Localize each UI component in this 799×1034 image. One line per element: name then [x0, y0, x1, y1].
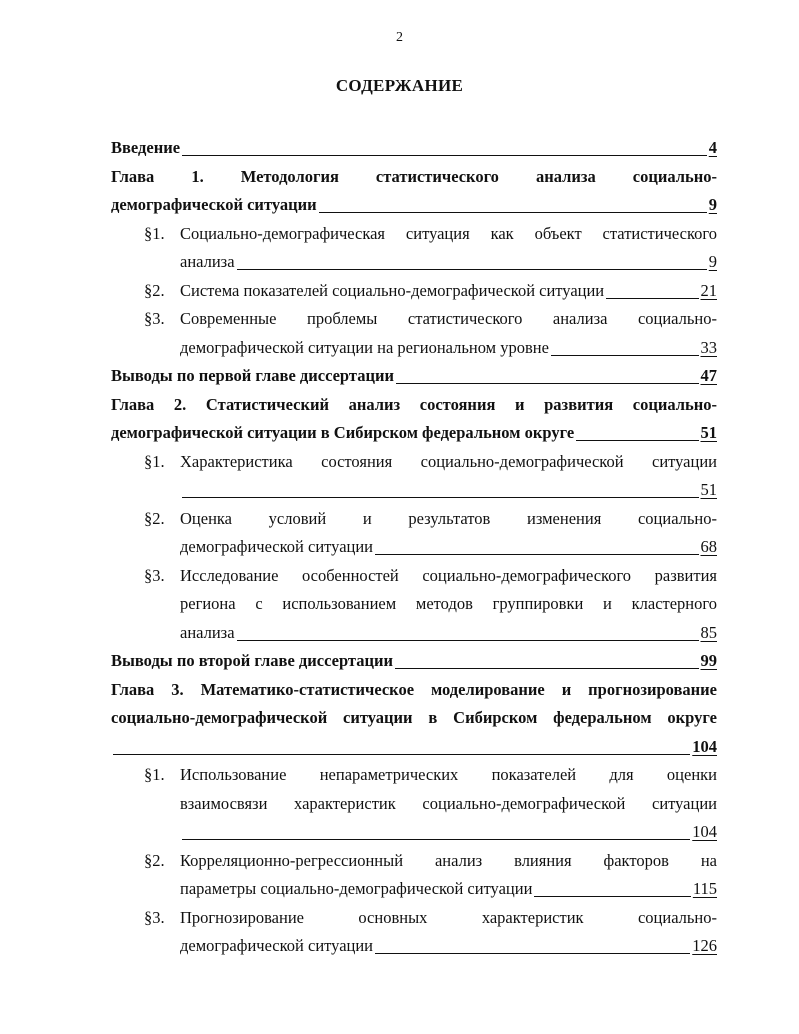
page-ref[interactable]: 99: [700, 651, 717, 670]
entry-title-line: Социально-демографическая ситуация как объект статистического: [180, 223, 717, 243]
page-ref[interactable]: 9: [708, 252, 717, 271]
toc-entry[interactable]: [111, 134, 717, 163]
dot-leader: [237, 640, 699, 641]
entry-title-line: социально-демографической ситуации в Сибирском федеральном округе: [111, 708, 717, 727]
entry-title-end: анализа: [180, 252, 235, 271]
entry-title-end: Система показателей социально-демографической ситуации: [180, 280, 605, 300]
dot-leader: [375, 953, 690, 954]
entry-title-end: Выводы по второй главе диссертации: [111, 651, 393, 670]
entry-title-line: Исследование особенностей социально-демографического развития: [180, 565, 717, 585]
toc-entry[interactable]: [111, 448, 717, 505]
toc-entry[interactable]: [111, 904, 717, 961]
toc-entry[interactable]: [111, 362, 717, 391]
entry-title-line: Глава 1. Методология статистического анализа социально-: [111, 166, 717, 186]
table-of-contents: [111, 134, 717, 961]
entry-title-line: региона с использованием методов группировки и кластерного: [180, 594, 717, 613]
page-number: 2: [396, 30, 403, 45]
page-ref[interactable]: 68: [700, 537, 717, 556]
section-number: §1.: [144, 765, 165, 784]
page-ref[interactable]: 104: [692, 736, 717, 756]
toc-entry[interactable]: [111, 305, 717, 362]
entry-title-line: взаимосвязи характеристик социально-демографической ситуации: [180, 793, 717, 813]
entry-leader-line: [180, 932, 717, 961]
entry-title-line: Использование непараметрических показателей для оценки: [180, 765, 717, 784]
entry-leader-line: [180, 875, 717, 904]
dot-leader: [237, 269, 707, 270]
entry-leader-line: [180, 248, 717, 277]
page-ref[interactable]: 85: [700, 622, 717, 642]
toc-entry[interactable]: [111, 163, 717, 220]
page-ref[interactable]: 104: [692, 822, 717, 841]
toc-entry[interactable]: [111, 562, 717, 648]
section-number: §3.: [144, 907, 165, 927]
entry-leader-line: [111, 362, 717, 391]
toc-entry[interactable]: [111, 847, 717, 904]
dot-leader: [576, 440, 698, 441]
toc-entry[interactable]: [111, 220, 717, 277]
page-ref[interactable]: 9: [708, 195, 717, 214]
entry-title-end: демографической ситуации на региональном уровне: [180, 337, 549, 357]
page-ref[interactable]: 51: [700, 423, 717, 442]
section-number: §2.: [144, 508, 165, 528]
section-number: §2.: [144, 280, 165, 300]
entry-leader-line: [111, 419, 717, 448]
page-ref[interactable]: 47: [700, 366, 717, 385]
page-ref[interactable]: 115: [692, 879, 717, 898]
page-ref[interactable]: 21: [700, 280, 717, 300]
entry-leader-line: [111, 733, 717, 762]
entry-leader-line: [180, 476, 717, 505]
entry-leader-line: [111, 134, 717, 163]
toc-entry[interactable]: [111, 647, 717, 676]
section-number: §1.: [144, 451, 165, 471]
entry-leader-line: [111, 191, 717, 220]
toc-entry[interactable]: [111, 505, 717, 562]
section-number: §2.: [144, 850, 165, 870]
entry-title-end: демографической ситуации в Сибирском федеральном округе: [111, 423, 575, 442]
section-number: §3.: [144, 565, 165, 585]
entry-title-line: Глава 3. Математико-статистическое моделирование и прогнозирование: [111, 679, 717, 699]
toc-entry[interactable]: [111, 676, 717, 762]
dot-leader: [375, 554, 698, 555]
toc-entry[interactable]: [111, 761, 717, 847]
dot-leader: [319, 212, 707, 213]
entry-title-line: Глава 2. Статистический анализ состояния и развития социально-: [111, 394, 717, 414]
entry-title-line: Прогнозирование основных характеристик социально-: [180, 907, 717, 927]
entry-leader-line: [111, 647, 717, 676]
entry-title-end: демографической ситуации: [111, 195, 317, 214]
dot-leader: [182, 839, 690, 840]
toc-title: СОДЕРЖАНИЕ: [335, 76, 464, 95]
section-number: §3.: [144, 309, 165, 328]
entry-leader-line: [180, 334, 717, 363]
entry-title-line: Современные проблемы статистического анализа социально-: [180, 309, 717, 328]
toc-entry[interactable]: [111, 277, 717, 306]
entry-title-line: Оценка условий и результатов изменения социально-: [180, 508, 717, 528]
dot-leader: [182, 497, 699, 498]
page-ref[interactable]: 126: [692, 936, 717, 955]
dot-leader: [606, 298, 698, 299]
entry-title-line: Корреляционно-регрессионный анализ влияния факторов на: [180, 850, 717, 870]
entry-title-end: Введение: [111, 138, 181, 157]
dot-leader: [395, 668, 699, 669]
entry-title-end: демографической ситуации: [180, 537, 374, 556]
entry-title-end: Выводы по первой главе диссертации: [111, 366, 394, 385]
dot-leader: [113, 754, 690, 755]
entry-leader-line: [180, 533, 717, 562]
page-ref[interactable]: 51: [700, 480, 717, 499]
page-ref[interactable]: 4: [708, 138, 717, 157]
entry-leader-line: [180, 619, 717, 648]
dot-leader: [396, 383, 699, 384]
section-number: §1.: [144, 223, 165, 243]
entry-leader-line: [180, 818, 717, 847]
page-ref[interactable]: 33: [700, 337, 717, 357]
dot-leader: [534, 896, 690, 897]
entry-leader-line: [180, 277, 717, 306]
entry-title-end: параметры социально-демографической ситуации: [180, 879, 533, 898]
toc-entry[interactable]: [111, 391, 717, 448]
entry-title-line: Характеристика состояния социально-демографической ситуации: [180, 451, 717, 471]
entry-title-end: анализа: [180, 622, 235, 642]
dot-leader: [182, 155, 707, 156]
entry-title-end: демографической ситуации: [180, 936, 374, 955]
dot-leader: [551, 355, 699, 356]
